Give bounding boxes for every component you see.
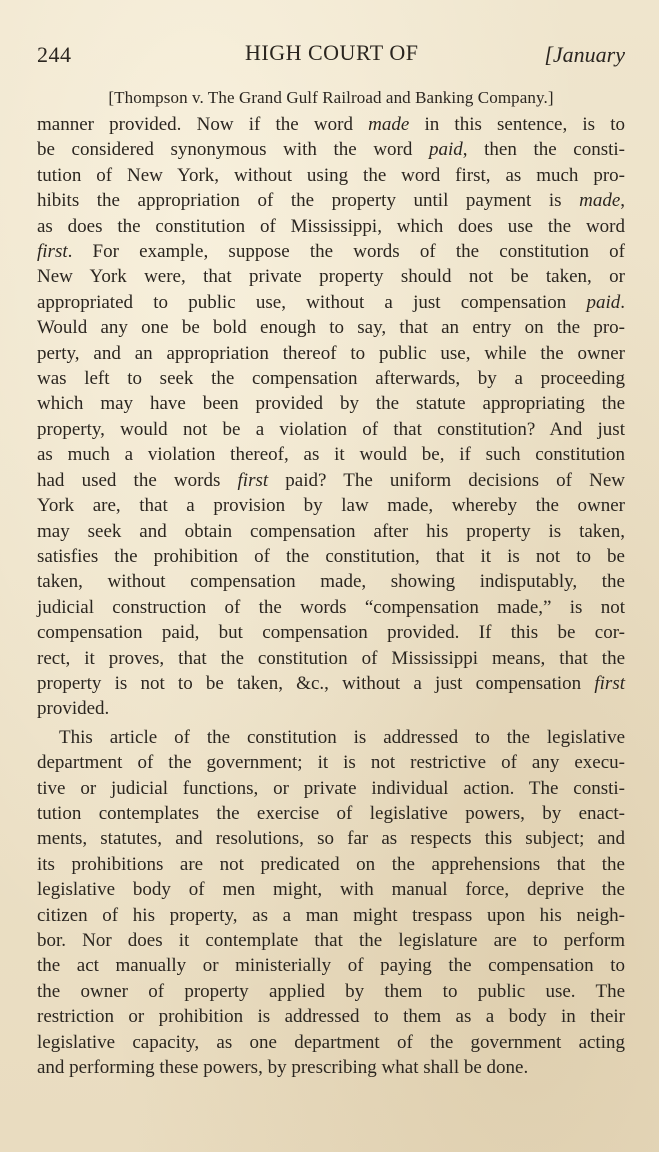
text-line (37, 750, 625, 775)
text-run: first (237, 469, 269, 491)
text-line (37, 903, 625, 928)
text-run: rect, it proves, that the constitution of Mississippi means, that the (37, 647, 625, 669)
text-run: tution contemplates the exercise of legislative powers, by enact- (37, 802, 625, 824)
text-run: be considered synonymous with the word (37, 139, 429, 161)
text-line (37, 391, 625, 416)
paragraph-1 (37, 112, 625, 722)
text-line (37, 595, 625, 620)
text-line (37, 264, 625, 289)
text-run: its prohibitions are not predicated on the apprehensions that the (37, 853, 625, 875)
text-run: paid (586, 291, 621, 313)
text-run: the act manually or ministerially of paying the compensation to (37, 955, 625, 977)
text-line (37, 1030, 625, 1055)
text-run: taken, without compensation made, showing indisputably, the (37, 571, 625, 593)
text-line (37, 137, 625, 162)
text-line (37, 519, 625, 544)
text-line (37, 620, 625, 645)
text-line (37, 877, 625, 902)
text-run: made (368, 114, 410, 135)
text-run: which may have been provided by the statute appropriating the (37, 393, 625, 415)
text-run: , (620, 190, 625, 212)
text-line (37, 112, 625, 137)
text-run: hibits the appropriation of the property until payment is (37, 190, 580, 212)
text-run: first (37, 241, 68, 263)
text-line (37, 852, 625, 877)
book-page (37, 38, 625, 1080)
text-run: , then the consti- (462, 139, 625, 161)
text-run: New York were, that private property should not be taken, or (37, 266, 625, 288)
text-line (37, 239, 625, 264)
text-run: as does the constitution of Mississippi, which does use the word (37, 215, 625, 237)
running-title: HIGH COURT OF (245, 40, 419, 65)
text-run: York are, that a provision by law made, whereby the owner (37, 495, 625, 517)
text-line (37, 1004, 625, 1029)
text-run: citizen of his property, as a man might trespass upon his neigh- (37, 904, 625, 926)
paragraph-2 (37, 725, 625, 1081)
text-run: provided. (37, 698, 110, 720)
text-run: appropriated to public use, without a just compensation (37, 291, 587, 313)
text-run: department of the government; it is not restrictive of any execu- (37, 752, 625, 774)
text-run: may seek and obtain compensation after his property is taken, (37, 520, 625, 542)
text-line (37, 671, 625, 696)
text-run: manner provided. Now if the word (37, 114, 369, 135)
text-line (37, 646, 625, 671)
text-run: had used the words (37, 469, 238, 491)
text-line (37, 442, 625, 467)
case-caption: [Thompson v. The Grand Gulf Railroad and Banking Company.] (108, 88, 554, 107)
text-line (37, 468, 625, 493)
text-run: the owner of property applied by them to public use. The (37, 980, 625, 1002)
text-run: property is not to be taken, &c., without a just compensation (37, 672, 595, 694)
text-line (37, 290, 625, 315)
text-line (37, 776, 625, 801)
text-line (37, 366, 625, 391)
text-run: and performing these powers, by prescribing what shall be done. (37, 1057, 529, 1079)
text-line (37, 315, 625, 340)
text-run: judicial construction of the words “compensation made,” is not (37, 596, 625, 618)
text-line (37, 1055, 625, 1080)
text-run: in this sentence, is to (409, 114, 625, 135)
text-line (37, 725, 625, 750)
text-run: legislative capacity, as one department of the government acting (37, 1031, 625, 1053)
text-line (37, 569, 625, 594)
text-run: paid? The uniform decisions of New (268, 469, 625, 491)
text-run: paid (429, 139, 463, 161)
text-line (37, 696, 625, 721)
text-line (37, 163, 625, 188)
text-run: tive or judicial functions, or private individual action. The consti- (37, 777, 625, 799)
text-run: Would any one be bold enough to say, that an entry on the pro- (37, 317, 625, 339)
text-line (37, 214, 625, 239)
text-run: property, would not be a violation of that constitution? And just (37, 418, 625, 440)
text-run: bor. Nor does it contemplate that the legislature are to perform (37, 930, 625, 951)
text-line (37, 928, 625, 953)
page-number: 244 (37, 42, 72, 67)
text-line (37, 544, 625, 569)
text-run: tution of New York, without using the word first, as much pro- (37, 164, 625, 186)
text-line (37, 341, 625, 366)
text-line (37, 417, 625, 442)
text-run: restriction or prohibition is addressed to them as a body in their (37, 1006, 625, 1028)
text-run: first (594, 672, 625, 694)
running-head-month: [January (544, 42, 625, 67)
text-line (37, 801, 625, 826)
text-run: compensation paid, but compensation provided. If this be cor- (37, 622, 625, 644)
text-run: satisfies the prohibition of the constitution, that it is not to be (37, 545, 625, 567)
text-run: . For example, suppose the words of the constitution of (67, 241, 625, 263)
text-run: This article of the constitution is addressed to the legislative (59, 726, 625, 748)
text-line (37, 188, 625, 213)
text-line (37, 826, 625, 851)
running-head (37, 38, 625, 78)
text-run: as much a violation thereof, as it would be, if such constitution (37, 444, 625, 466)
text-run: legislative body of men might, with manual force, deprive the (37, 879, 625, 901)
text-line (37, 493, 625, 518)
text-run: perty, and an appropriation thereof to public use, while the owner (37, 342, 625, 364)
text-line (37, 953, 625, 978)
text-run: made (579, 190, 621, 212)
text-line (37, 979, 625, 1004)
text-run: was left to seek the compensation afterwards, by a proceeding (37, 368, 625, 390)
text-run: ments, statutes, and resolutions, so far as respects this subject; and (37, 828, 625, 850)
text-run: . (620, 291, 625, 313)
